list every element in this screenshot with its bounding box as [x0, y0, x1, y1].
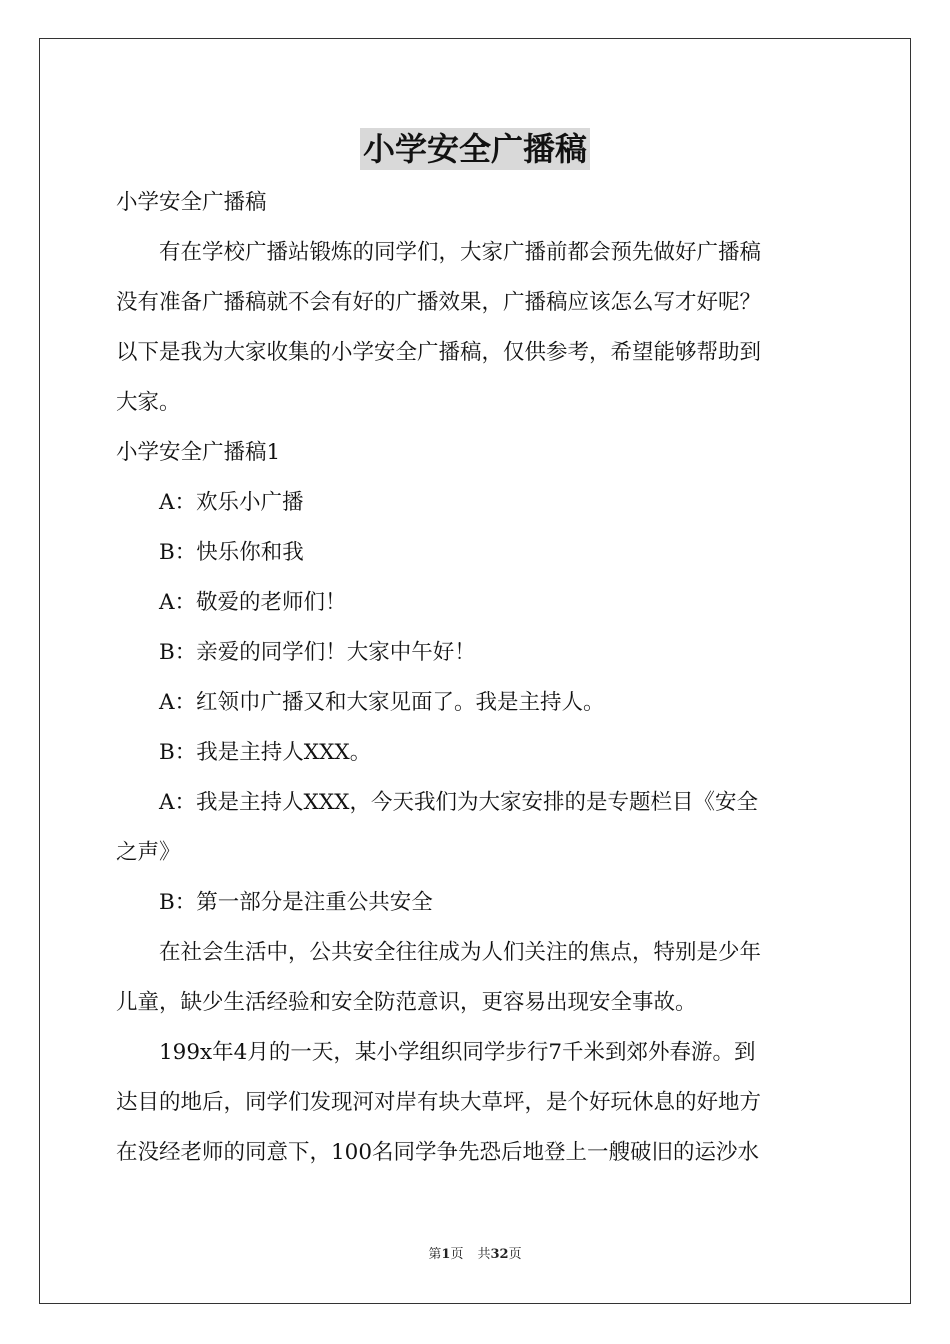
paragraph [116, 678, 834, 728]
text-line: 达目的地后，同学们发现河对岸有块大草坪，是个好玩休息的好地方 [116, 1090, 762, 1115]
text-line: 儿童，缺少生活经验和安全防范意识，更容易出现安全事故。 [116, 990, 697, 1015]
text-line: 在没经老师的同意下，100名同学争先恐后地登上一艘破旧的运沙水 [116, 1140, 760, 1165]
text-line: 有在学校广播站锻炼的同学们，大家广播前都会预先做好广播稿 [159, 240, 762, 265]
footer-page-prefix: 第 [428, 1247, 442, 1262]
footer-page-number: 1 [441, 1247, 451, 1262]
text-line: A：红领巾广播又和大家见面了。我是主持人。 [159, 690, 605, 715]
text-line: 小学安全广播稿 [116, 190, 267, 215]
footer-total-prefix: 共 [477, 1247, 491, 1262]
text-line: 小学安全广播稿1 [116, 440, 281, 465]
text-line: A：欢乐小广播 [159, 490, 304, 515]
paragraph [116, 528, 834, 578]
footer-total-pages: 32 [490, 1247, 509, 1262]
paragraph [116, 228, 834, 428]
paragraph [116, 428, 834, 478]
text-line: 没有准备广播稿就不会有好的广播效果，广播稿应该怎么写才好呢？ [116, 290, 762, 315]
footer-total-suffix: 页 [508, 1247, 522, 1262]
text-line: B：我是主持人XXX。 [159, 740, 372, 765]
text-line: B：第一部分是注重公共安全 [159, 890, 433, 915]
paragraph [116, 928, 834, 1028]
paragraph [116, 878, 834, 928]
paragraph [116, 578, 834, 628]
text-line: 199x年4月的一天，某小学组织同学步行7千米到郊外春游。到 [159, 1040, 756, 1065]
text-line: 在社会生活中，公共安全往往成为人们关注的焦点，特别是少年 [159, 940, 762, 965]
paragraph [116, 478, 834, 528]
paragraph [116, 178, 834, 228]
page-footer [0, 1246, 950, 1264]
paragraph [116, 778, 834, 878]
text-line: A：我是主持人XXX，今天我们为大家安排的是专题栏目《安全 [159, 790, 758, 815]
text-line: A：敬爱的老师们！ [159, 590, 347, 615]
text-line: B：快乐你和我 [159, 540, 304, 565]
text-line: 之声》 [116, 840, 181, 865]
paragraph [116, 728, 834, 778]
footer-page-suffix: 页 [450, 1247, 464, 1262]
text-line: 大家。 [116, 390, 181, 415]
title-container [0, 128, 950, 170]
text-line: B：亲爱的同学们！大家中午好！ [159, 640, 476, 665]
document-title: 小学安全广播稿 [360, 128, 590, 170]
paragraph [116, 628, 834, 678]
document-body [116, 178, 834, 1178]
text-line: 以下是我为大家收集的小学安全广播稿，仅供参考，希望能够帮助到 [116, 340, 762, 365]
paragraph [116, 1028, 834, 1178]
